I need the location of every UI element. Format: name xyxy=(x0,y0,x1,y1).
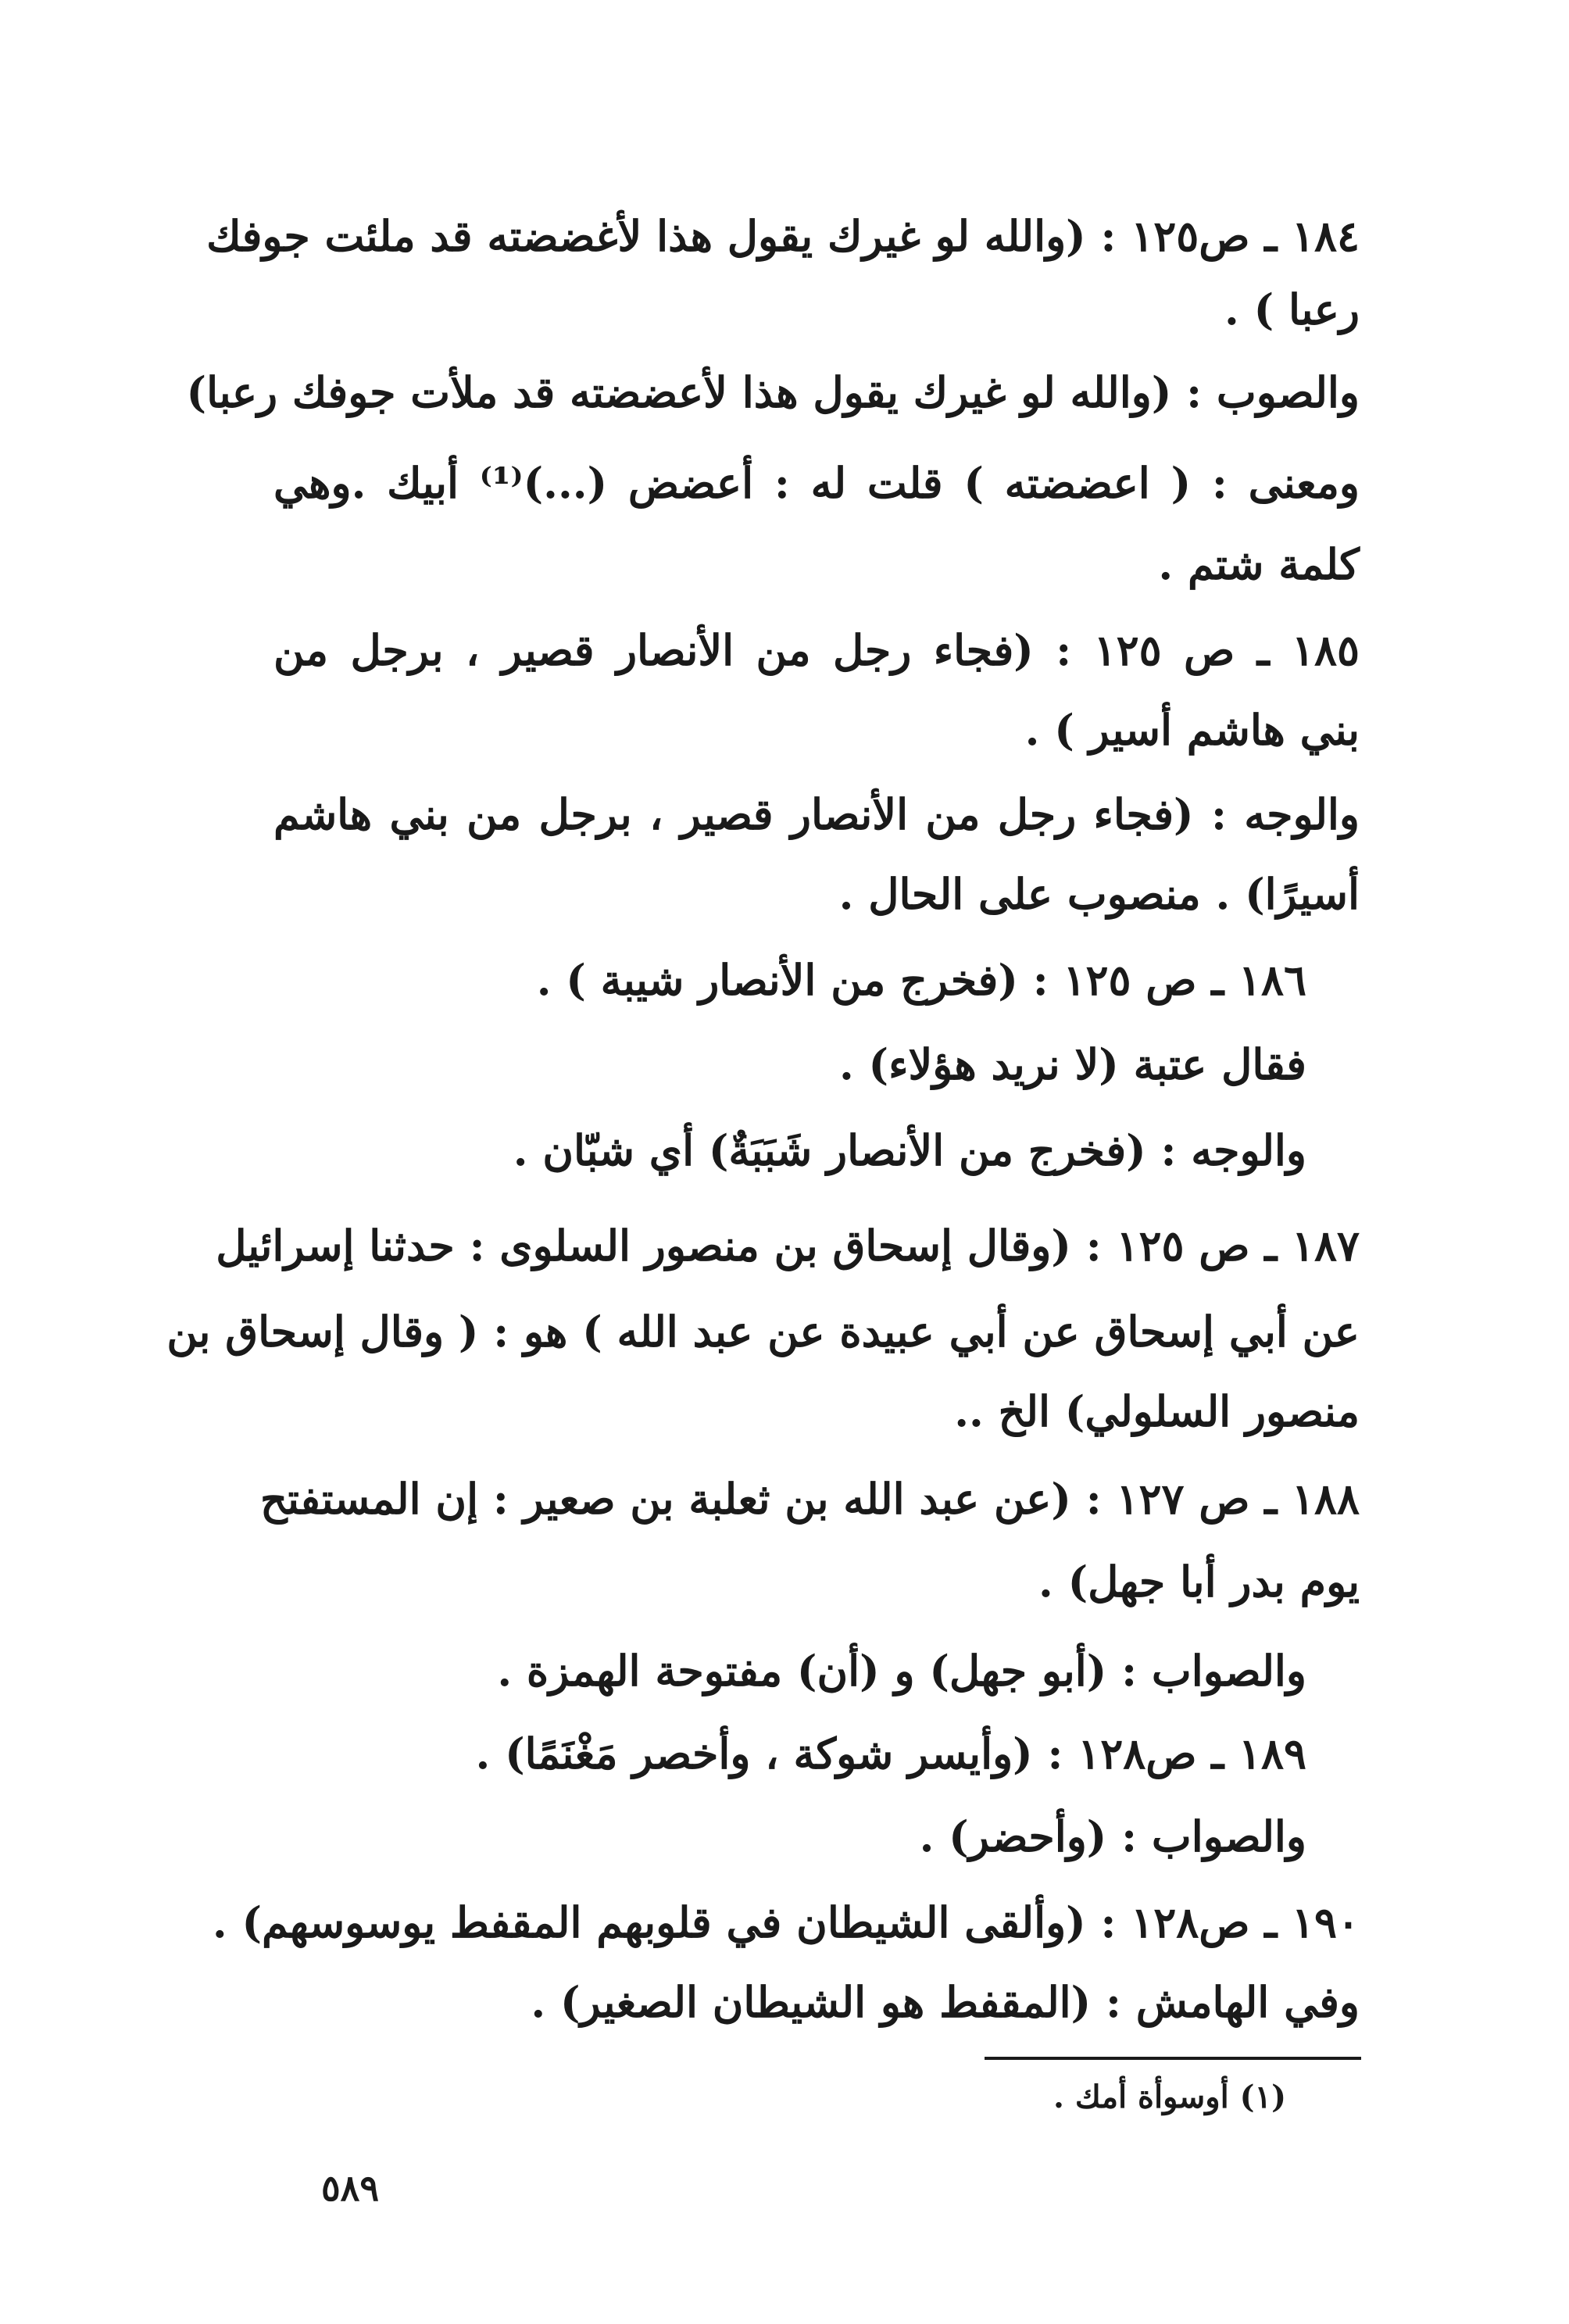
text-line: بني هاشم أسير ) . xyxy=(1024,705,1360,755)
text-line: فقال عتبة (لا نريد هؤلاء) . xyxy=(838,1039,1306,1089)
text-line: أسيرًا) . منصوب على الحال . xyxy=(838,869,1360,919)
text-line: ١٨٥ ـ ص ١٢٥ : (فجاء رجل من الأنصار قصير ، برجل من xyxy=(273,625,1360,675)
text-line: ١٨٦ ـ ص ١٢٥ : (فخرج من الأنصار شيبة ) . xyxy=(536,955,1306,1005)
text-line: عن أبي إسحاق عن أبي عبيدة عن عبد الله ) هو : ( وقال إسحاق بن xyxy=(166,1307,1360,1357)
text-line: والوجه : (فجاء رجل من الأنصار قصير ، برجل من بني هاشم xyxy=(273,789,1360,839)
page-number: ٥٨٩ xyxy=(320,2167,380,2209)
text-line: يوم بدر أبا جهل) . xyxy=(1038,1557,1360,1607)
text-line: ١٨٧ ـ ص ١٢٥ : (وقال إسحاق بن منصور السلوى : حدثنا إسرائيل xyxy=(216,1221,1360,1271)
text-line: والوجه : (فخرج من الأنصار شَبَبَةٌ) أي شبّان . xyxy=(513,1125,1306,1175)
text-line: ١٩٠ ـ ص١٢٨ : (وألقى الشيطان في قلوبهم المقفط يوسوسهم) . xyxy=(212,1897,1360,1947)
text-line: منصور السلولي) الخ .. xyxy=(954,1386,1360,1436)
text-line: ١٨٤ ـ ص١٢٥ : (والله لو غيرك يقول هذا لأغضضته قد ملئت جوفك xyxy=(206,211,1360,261)
text-line: والصواب : (أبو جهل) و (أن) مفتوحة الهمزة . xyxy=(497,1646,1306,1696)
text-line: ١٨٨ ـ ص ١٢٧ : (عن عبد الله بن ثعلبة بن صعير : إن المستفتح xyxy=(260,1474,1360,1524)
text-line: كلمة شتم . xyxy=(1158,539,1360,589)
text-line: ومعنى : ( اعضضته ) قلت له : أعضض (...)⁽¹⁾ أبيك .وهي xyxy=(273,458,1360,508)
text-line: والصوب : (والله لو غيرك يقول هذا لأعضضته قد ملأت جوفك رعبا) xyxy=(186,367,1360,417)
text-line: وفي الهامش : (المقفط هو الشيطان الصغير) . xyxy=(531,1977,1360,2027)
text-line: ١٨٩ ـ ص١٢٨ : (وأيسر شوكة ، وأخصر مَغْنَمًا) . xyxy=(475,1729,1306,1779)
text-line: والصواب : (وأحضر) . xyxy=(919,1811,1306,1861)
footnote: (١) أوسوأة أمك . xyxy=(1053,2079,1286,2115)
footnote-separator xyxy=(985,2057,1361,2060)
text-line: رعبا ) . xyxy=(1224,284,1360,334)
